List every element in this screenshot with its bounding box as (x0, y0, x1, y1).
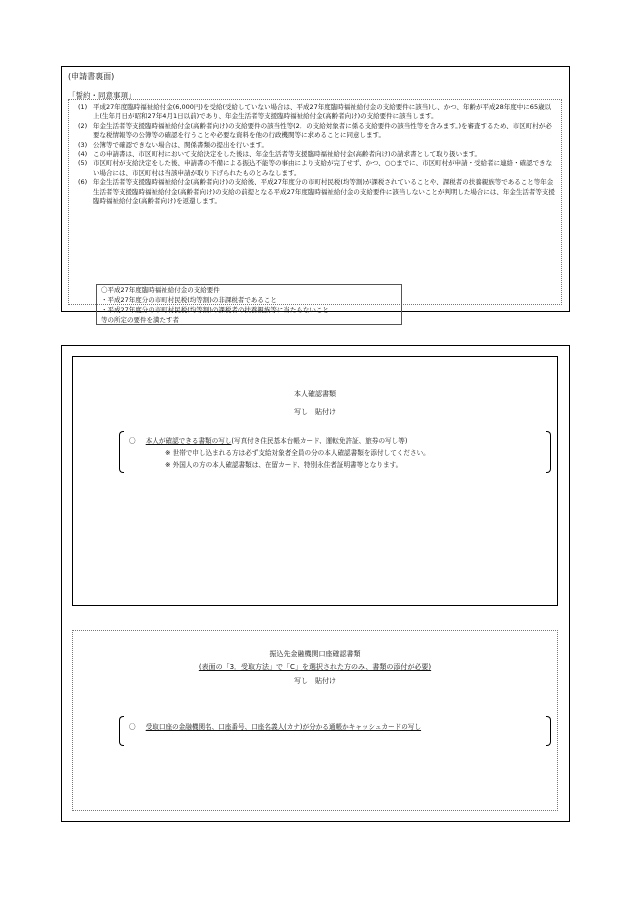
bank-account-paste-area[interactable] (72, 630, 558, 811)
bank-document-condition: (表面の「3．受取方法」で「C」を選択された方のみ、書類の添付が必要) (198, 663, 432, 671)
pledge-item-number: (2) (78, 121, 88, 130)
pledge-item-text: 年金生活者等支援臨時福祉給付金(高齢者向け)の支給後、平成27年度分の市町村民税(均等割)が課税されていることや、課税者の扶養親族等であること等年金生活者等支援臨時福祉給付金(高齢者向け)の支給の前提となる平成27年度臨時福祉給付金の支給要件に該当しないことが判明した場合には、年金生活者等支援臨時福祉給付金(高齢者向け)を返還します。 (93, 178, 555, 206)
pledge-item (74, 178, 556, 206)
id-document-paste-area[interactable] (72, 356, 558, 606)
pledge-item (74, 122, 556, 141)
left-bracket (119, 716, 124, 746)
id-document-examples: (写真付き住民基本台帳カード、運転免許証、旅券の写し等) (231, 437, 408, 445)
pledge-item (74, 141, 556, 150)
left-bracket (119, 431, 124, 473)
requirement-line: ・平成27年度分の市町村民税(均等割)の課税者の扶養親族等に当たらないこと (101, 306, 329, 314)
pledge-item (74, 159, 556, 178)
pledge-heading: 「誓約・同意事項」 (68, 91, 136, 100)
pledge-item-text: 年金生活者等支援臨時福祉給付金(高齢者向け)の支給要件の該当性等(2．の支給対象者に係る支給要件の該当性等を含みます。)を審査するため、市区町村が必要な税情報等の公簿等の確認を行うことや必要な資料を他の行政機関等に求めることに同意します。 (93, 121, 552, 140)
id-document-title: 本人確認書類 (294, 390, 336, 398)
pledge-item-number: (6) (78, 178, 88, 187)
pledge-item-text: 平成27年度臨時福祉給付金(6,000円)を受給(受給していない場合は、平成27年度臨時福祉給付金の支給要件に該当)し、かつ、年齢が平成28年度中に65歳以上(生年月日が昭和27年4月1日以前)であり、年金生活者等支援臨時福祉給付金(高齢者向け)の支給要件に該当します。 (93, 103, 552, 121)
bank-document-line (129, 722, 421, 732)
requirement-line: 〇平成27年度臨時福祉給付金の支給要件 (101, 286, 220, 294)
attachment-section (61, 345, 570, 822)
pledge-item-number: (3) (78, 140, 88, 149)
requirement-line: ・平成27年度分の市町村民税(均等割)の非課税者であること (101, 296, 277, 304)
pledge-item-number: (5) (78, 159, 88, 168)
pledge-item-text: 公簿等で確認できない場合は、関係書類の提出を行います。 (93, 140, 268, 149)
id-paste-label: 写し 貼付け (294, 408, 336, 416)
circle-mark: 〇 (129, 437, 136, 445)
back-side-label: (申請書裏面) (68, 72, 115, 81)
pledge-consent-section (61, 66, 570, 324)
id-note-household: ※ 世帯で申し込まれる方は必ず支給対象者全員の分の本人確認書類を添付してください。 (165, 449, 430, 457)
id-document-required: 本人が確認できる書類の写し (145, 437, 232, 445)
pledge-item-text: 市区町村が支給決定をした後、申請書の不備による振込不能等の事由により支給が完了せず、かつ、○○までに、市区町村が申請・受給者に連絡・確認できない場合には、市区町村は当該申請が取り下げられたものとみなします。 (93, 159, 553, 177)
bank-document-description: 受取口座の金融機関名、口座番号、口座名義人(カナ)が分かる通帳かキャッシュカードの写し (145, 723, 422, 731)
requirement-line: 等の所定の要件を満たす者 (101, 316, 179, 324)
pledge-item (74, 103, 556, 122)
requirements-box (96, 284, 402, 325)
id-document-line (129, 436, 407, 446)
bank-paste-label: 写し 貼付け (294, 677, 336, 685)
pledge-item-text: この申請書は、市区町村において支給決定をした後は、年金生活者等支援臨時福祉給付金(高齢者向け)の請求書として取り扱います。 (93, 150, 482, 159)
bank-document-title: 振込先金融機関口座確認書類 (269, 650, 361, 658)
pledge-items-box (68, 99, 562, 324)
pledge-list (74, 103, 556, 206)
pledge-item-number: (4) (78, 150, 88, 159)
right-bracket (546, 431, 551, 473)
id-note-foreign: ※ 外国人の方の本人確認書類は、在留カード、特別永住者証明書等となります。 (165, 461, 403, 469)
pledge-item-number: (1) (78, 103, 88, 111)
circle-mark: 〇 (129, 723, 136, 731)
right-bracket (546, 716, 551, 746)
